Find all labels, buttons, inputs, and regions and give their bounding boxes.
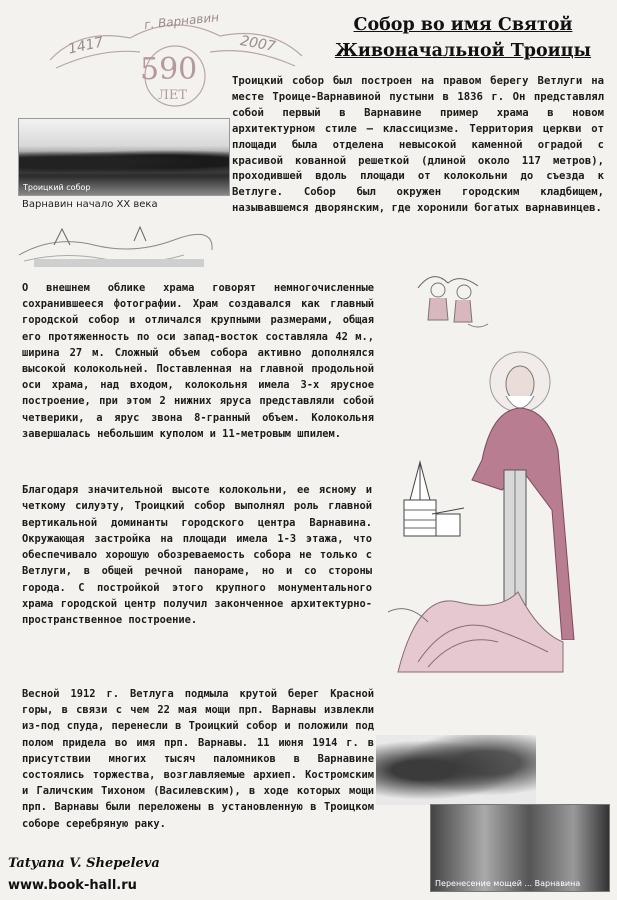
fresco-fragment-sketch	[408, 268, 498, 338]
emblem-number: 590	[140, 52, 198, 87]
website-link[interactable]: www.book-hall.ru	[8, 878, 137, 893]
photo-trees	[19, 149, 229, 172]
photographer-signature: Tatyana V. Shepeleva	[8, 856, 160, 871]
landscape-sketch	[14, 215, 214, 275]
page-title	[318, 12, 608, 64]
wooden-church-sketch	[388, 460, 466, 540]
title-line-1: Собор во имя Святой	[353, 15, 573, 35]
title-line-2: Живоначальной Троицы	[334, 41, 592, 61]
dominant-paragraph: Благодаря значительной высоте колокольни, ее ясному и четкому силуэту, Троицкий собор выполнял роль главной вертикальной доминанты городского центра Варнавина. Окружающая застройка на площади имела 1-3 этажа, что обеспечивало хорошую обозреваемость собора не только с Ветлуги, в общей речной панораме, но и со стороны города. С постройкой этого крупного монументального храма городской центр получил законченное архитектурно-пространственное построение.	[22, 484, 372, 627]
intro-paragraph: Троицкий собор был построен на правом берегу Ветлуги на месте Троице-Варнавиной пустыни в 1836 г. Он представлял собой первый в Варнавине пример храма в новом архитектурном стиле – классицизме. Территория церкви от площади была отделена невысокой каменной оградой с красивой кованной решеткой (длиной около 117 метров), проходившей вдоль площади от колокольни до съезда к Ветлуге. Собор был окружен городским кладбищем, называвшемся дворянским, где хоронили богатых варнавинцев.	[232, 75, 604, 215]
appearance-paragraph: О внешнем облике храма говорят немногочисленные сохранившееся фотографии. Храм создавался как главный городской собор и отличался крупными размерами, общая его протяженность по оси запад-восток составляла 42 м., ширина 27 м. Сложный объем собора активно дополнялся высокой колокольней. Поставленная на главной продольной оси храма, над входом, колокольня имела 3-х ярусное построение, при этом 2 нижних яруса представляли собой четверики, а ярус звона 8-гранный объем. Колокольня завершалась небольшим куполом и 11-метровым шпилем.	[22, 282, 374, 440]
decorative-wave-sketch	[388, 572, 568, 682]
procession-sketch	[376, 735, 536, 805]
emblem-unit: ЛЕТ	[158, 88, 188, 103]
old-photo-caption: Варнавин начало XX века	[22, 199, 158, 210]
procession-photo	[430, 804, 610, 892]
relics-paragraph: Весной 1912 г. Ветлуга подмыла крутой берег Красной горы, в связи с чем 22 мая мощи прп. Варнавы извлекли из-под спуда, перенесли в Троицкий собор и положили под полом придела во имя прп. Варнавы. 11 июня 1914 г. в присутствии многих тысяч паломников в Варнавине состоялись торжества, возглавляемые архиеп. Костромским и Галичским Тихоном (Василевским), в ходе которых мощи прп. Варнавы были переложены в установленную в Троицком соборе серебряную раку.	[22, 688, 374, 830]
procession-label: Перенесение мощей ... Варнавина	[435, 879, 581, 888]
old-photo-label: Троицкий собор	[23, 183, 91, 192]
emblem-year-end: 2007	[238, 33, 277, 55]
old-cathedral-photo	[18, 118, 230, 196]
emblem-town: г. Варнавин	[143, 10, 220, 32]
emblem-year-start: 1417	[66, 34, 105, 58]
